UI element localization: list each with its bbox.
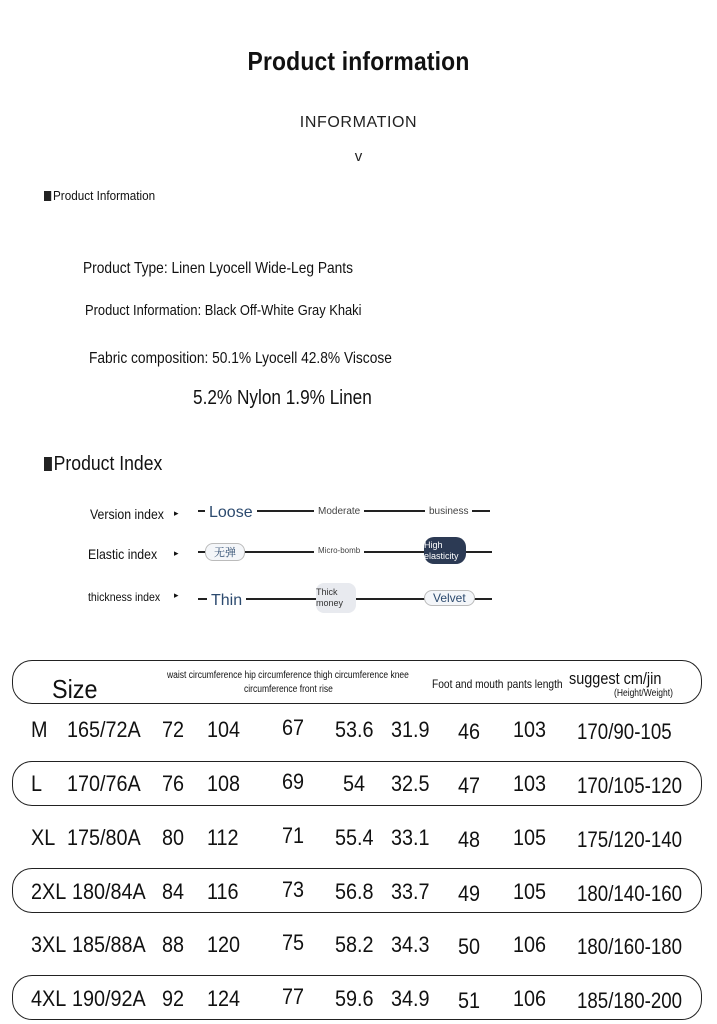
cell-waist: 76 <box>162 771 185 796</box>
cell-suggest: 185/180-200 <box>577 988 683 1013</box>
arrow-right-icon: ▸ <box>174 548 179 558</box>
foot-header: Foot and mouth <box>432 677 504 691</box>
cell-hip: 108 <box>207 771 241 796</box>
cell-hip: 120 <box>207 932 241 957</box>
cell-code: 190/92A <box>72 986 146 1011</box>
cell-waist: 80 <box>162 825 185 850</box>
cell-knee: 54 <box>343 771 366 796</box>
cell-foot: 50 <box>458 934 481 959</box>
cell-foot: 49 <box>458 881 481 906</box>
version-option-loose: Loose <box>205 504 257 522</box>
cell-knee: 58.2 <box>335 932 374 957</box>
version-option-moderate: Moderate <box>314 506 364 517</box>
elastic-option-none: 无弹 <box>205 543 245 561</box>
cell-length: 103 <box>513 771 547 796</box>
cell-length: 105 <box>513 825 547 850</box>
cell-thigh: 67 <box>282 715 305 740</box>
square-bullet-icon <box>44 191 51 201</box>
cell-hip: 116 <box>207 879 239 904</box>
thickness-option-velvet: Velvet <box>424 590 475 606</box>
cell-suggest: 180/140-160 <box>577 881 683 906</box>
elastic-index-label: Elastic index <box>88 546 158 562</box>
cell-knee: 53.6 <box>335 717 374 742</box>
product-index-heading <box>44 453 162 476</box>
cell-foot: 47 <box>458 773 481 798</box>
cell-rise: 31.9 <box>391 717 430 742</box>
arrow-right-icon: ▸ <box>174 590 179 600</box>
product-type: Product Type: Linen Lyocell Wide-Leg Pants <box>83 260 354 277</box>
elastic-option-high: High elasticity <box>424 537 466 564</box>
cell-thigh: 75 <box>282 930 305 955</box>
cell-knee: 56.8 <box>335 879 374 904</box>
version-index-label: Version index <box>90 506 164 522</box>
cell-knee: 55.4 <box>335 825 374 850</box>
cell-length: 106 <box>513 986 547 1011</box>
cell-foot: 48 <box>458 827 481 852</box>
cell-size: M <box>31 717 48 742</box>
cell-thigh: 69 <box>282 769 305 794</box>
cell-size: 4XL <box>31 986 67 1011</box>
page-title: Product information <box>247 46 470 76</box>
cell-length: 105 <box>513 879 547 904</box>
cell-rise: 33.7 <box>391 879 430 904</box>
cell-suggest: 175/120-140 <box>577 827 683 852</box>
cell-size: L <box>31 771 43 796</box>
cell-rise: 32.5 <box>391 771 430 796</box>
cell-size: XL <box>31 825 56 850</box>
cell-length: 103 <box>513 717 547 742</box>
cell-length: 106 <box>513 932 547 957</box>
thickness-option-thick: Thick money <box>316 583 356 613</box>
page-subtitle: INFORMATION <box>299 114 418 131</box>
chevron-down-icon: v <box>354 148 363 165</box>
cell-foot: 46 <box>458 719 481 744</box>
product-information-heading-text: Product Information <box>53 188 156 203</box>
measurements-header-line1: waist circumference hip circumference thigh circumference knee <box>167 670 409 681</box>
cell-thigh: 71 <box>282 823 305 848</box>
cell-hip: 104 <box>207 717 241 742</box>
cell-code: 165/72A <box>67 717 141 742</box>
product-index-heading-text: Product Index <box>53 453 163 475</box>
cell-code: 170/76A <box>67 771 141 796</box>
cell-size: 2XL <box>31 879 67 904</box>
cell-rise: 34.9 <box>391 986 430 1011</box>
cell-rise: 34.3 <box>391 932 430 957</box>
length-header: pants length <box>507 677 563 691</box>
suggest-subheader: (Height/Weight) <box>614 688 673 699</box>
cell-suggest: 180/160-180 <box>577 934 683 959</box>
cell-code: 175/80A <box>67 825 141 850</box>
elastic-option-micro: Micro-bomb <box>314 546 364 555</box>
fabric-composition-line2: 5.2% Nylon 1.9% Linen <box>193 387 372 409</box>
cell-suggest: 170/90-105 <box>577 719 672 744</box>
cell-size: 3XL <box>31 932 67 957</box>
cell-code: 185/88A <box>72 932 146 957</box>
cell-rise: 33.1 <box>391 825 430 850</box>
size-header: Size <box>52 674 98 704</box>
arrow-right-icon: ▸ <box>174 508 179 518</box>
thickness-index-label: thickness index <box>88 590 161 604</box>
cell-hip: 124 <box>207 986 241 1011</box>
cell-hip: 112 <box>207 825 239 850</box>
square-bullet-icon <box>44 457 52 471</box>
thickness-option-thin: Thin <box>207 592 246 610</box>
cell-waist: 72 <box>162 717 185 742</box>
version-option-business: business <box>425 506 472 517</box>
cell-thigh: 73 <box>282 877 305 902</box>
product-information-heading <box>44 188 155 203</box>
cell-waist: 84 <box>162 879 185 904</box>
cell-thigh: 77 <box>282 984 305 1009</box>
cell-suggest: 170/105-120 <box>577 773 683 798</box>
suggest-header: suggest cm/jin <box>569 669 662 688</box>
product-colors: Product Information: Black Off-White Gray Khaki <box>85 302 362 319</box>
measurements-header-line2: circumference front rise <box>244 684 333 695</box>
cell-foot: 51 <box>458 988 481 1013</box>
fabric-composition-line1: Fabric composition: 50.1% Lyocell 42.8% Viscose <box>89 350 392 367</box>
cell-code: 180/84A <box>72 879 146 904</box>
cell-waist: 92 <box>162 986 185 1011</box>
cell-knee: 59.6 <box>335 986 374 1011</box>
cell-waist: 88 <box>162 932 185 957</box>
